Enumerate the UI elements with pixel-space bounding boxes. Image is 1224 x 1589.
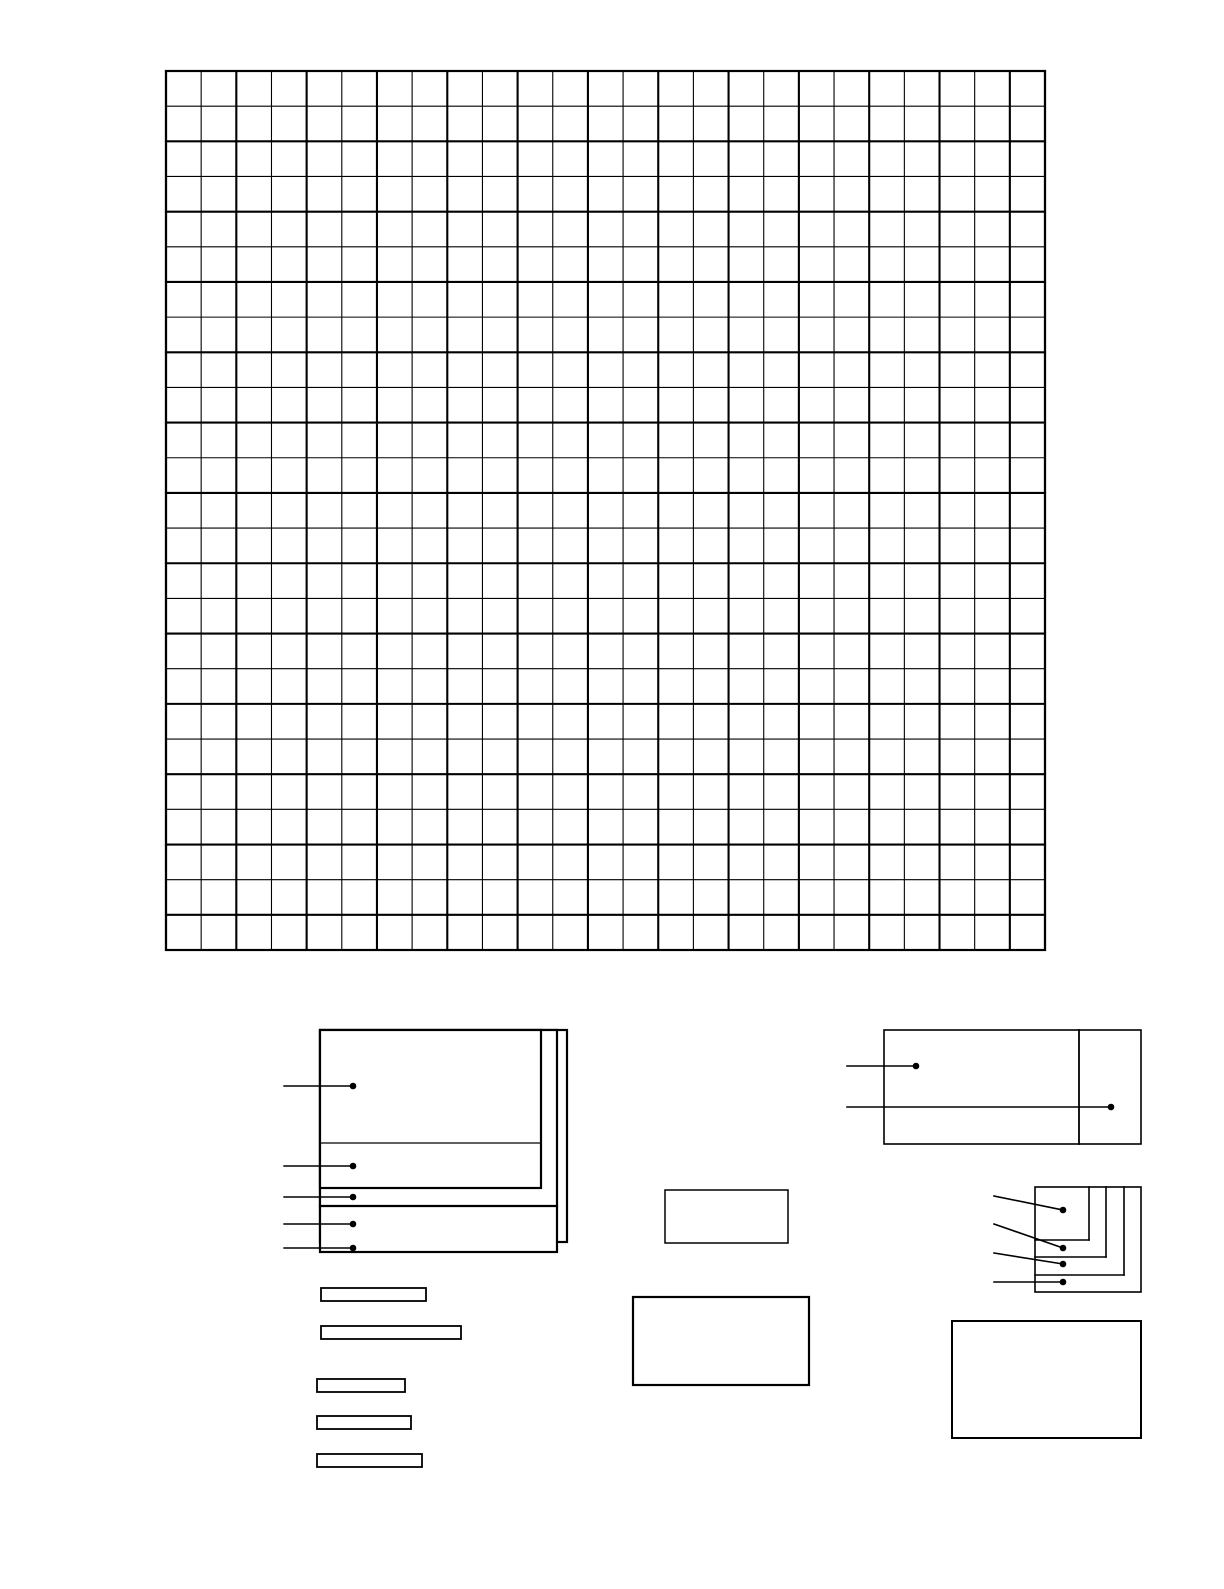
legend-bar [317, 1454, 422, 1467]
left-callout-dot [350, 1194, 357, 1201]
top-right-callout-dot [913, 1063, 920, 1070]
left-callout-dot [350, 1221, 357, 1228]
nested-corner-callout-dot [1060, 1245, 1067, 1252]
left-callout-dot [350, 1163, 357, 1170]
left-stacked-card-diagram [284, 1030, 567, 1467]
legend-bar [321, 1288, 426, 1301]
top-right-callout-dot [1108, 1104, 1115, 1111]
right-diagram-area [847, 1030, 1141, 1438]
lower-right-box [952, 1321, 1141, 1438]
legend-bar [321, 1326, 461, 1339]
grid-outer-border [166, 71, 1045, 950]
legend-bar [317, 1379, 405, 1392]
middle-boxes [633, 1190, 809, 1385]
nested-corner-callout-dot [1060, 1279, 1067, 1286]
left-callout-dot [350, 1083, 357, 1090]
top-right-frame [884, 1030, 1141, 1144]
nested-corner-callout-dot [1060, 1261, 1067, 1268]
left-callout-dot [350, 1245, 357, 1252]
square-grid [166, 71, 1045, 950]
small-center-box [665, 1190, 788, 1243]
legend-bar [317, 1416, 411, 1429]
nested-corner-callout-dot [1060, 1207, 1067, 1214]
large-center-box [633, 1297, 809, 1385]
